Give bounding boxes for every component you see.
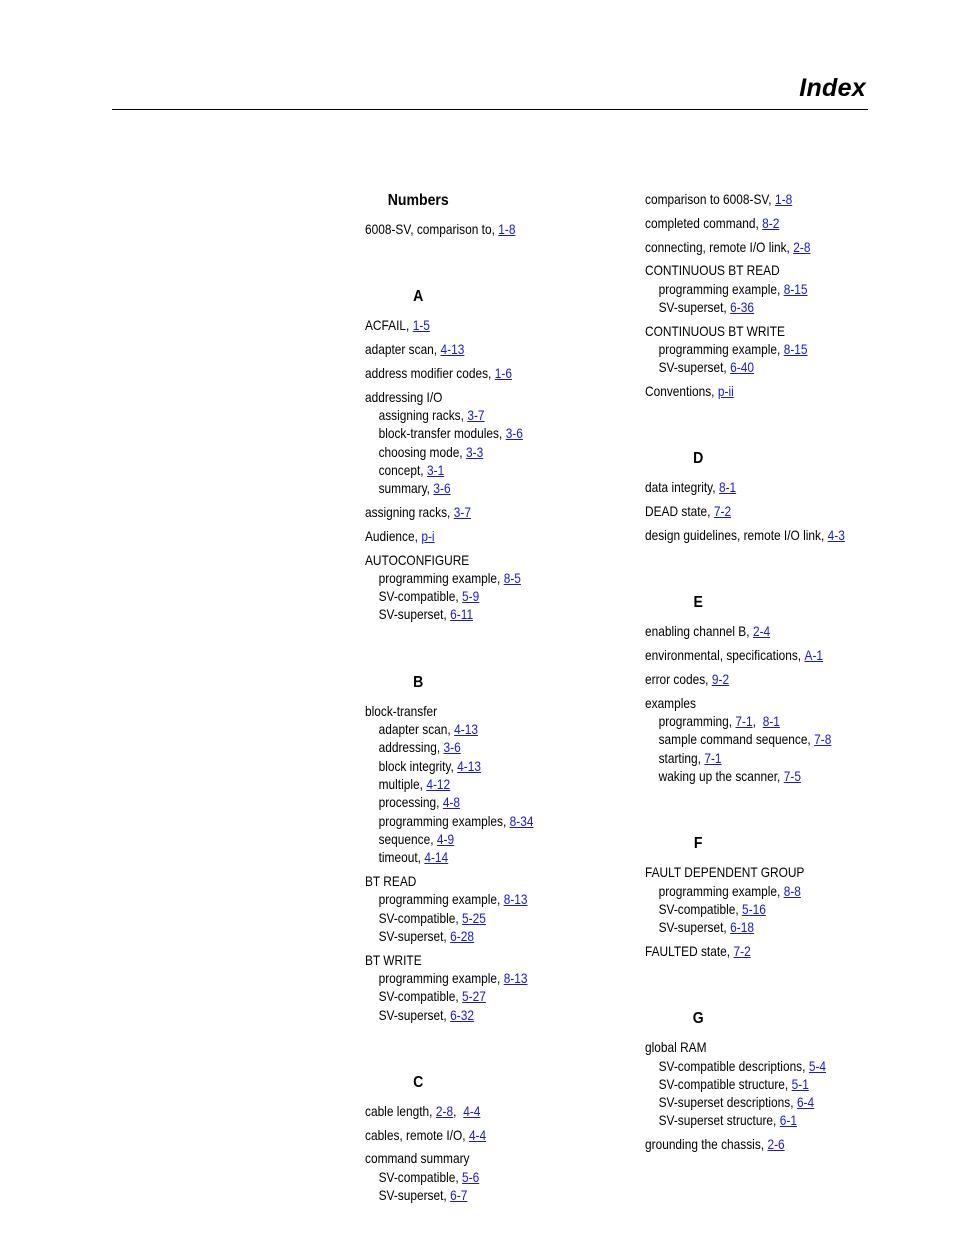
page-link[interactable]: 2-8 [435, 1102, 454, 1119]
index-entry-group [645, 863, 905, 936]
index-entry [365, 951, 586, 969]
entry-text: SV-superset, [378, 1186, 447, 1203]
entry-text: CONTINUOUS BT READ [645, 262, 780, 279]
entry-text: programming example, [378, 969, 501, 986]
page-link[interactable]: 8-8 [783, 882, 801, 899]
index-entry [645, 382, 866, 400]
page-link[interactable]: 5-1 [791, 1075, 809, 1092]
page-link[interactable]: 5-6 [462, 1168, 480, 1185]
index-entry-group [365, 951, 625, 1024]
page-link[interactable]: 4-8 [442, 794, 461, 811]
index-entry-group [645, 478, 905, 496]
entry-text: waking up the scanner, [658, 767, 781, 784]
entry-text: connecting, remote I/O link, [645, 238, 790, 255]
page-link[interactable]: 8-34 [509, 812, 534, 829]
page-link[interactable]: 5-16 [742, 900, 766, 917]
entry-text: SV-superset, [378, 606, 447, 623]
index-entry [365, 1149, 586, 1167]
entry-text: programming example, [658, 280, 781, 297]
index-entry-group [645, 694, 905, 785]
index-entry-group [645, 622, 905, 640]
entry-text: SV-compatible, [658, 900, 739, 917]
page-link[interactable]: 1-5 [412, 317, 430, 334]
index-subentry [645, 749, 866, 767]
page-link[interactable]: 7-5 [783, 767, 801, 784]
index-subentry [365, 890, 586, 908]
page-link[interactable]: 4-13 [457, 757, 482, 774]
index-entry [645, 942, 866, 960]
index-entry-group [365, 551, 625, 624]
page-link[interactable]: 2-6 [767, 1136, 785, 1153]
index-section [365, 190, 625, 238]
index-entry-group [365, 1126, 625, 1144]
entry-text: address modifier codes, [365, 364, 492, 381]
index-entry [365, 551, 586, 569]
index-subentry [365, 848, 586, 866]
entry-text: sequence, [378, 830, 434, 847]
index-entry [645, 190, 866, 208]
index-subentry [365, 1006, 586, 1024]
page-link[interactable]: 6-7 [450, 1186, 468, 1203]
index-entry-group [645, 942, 905, 960]
entry-text: SV-compatible, [378, 1168, 459, 1185]
index-entry [645, 478, 866, 496]
index-section [365, 1072, 625, 1204]
index-entry [645, 646, 866, 664]
entry-text: DEAD state, [645, 503, 711, 520]
header-rule [112, 109, 868, 110]
index-subentry [365, 587, 586, 605]
entry-text: SV-superset, [378, 1006, 447, 1023]
page-link[interactable]: 4-4 [463, 1102, 481, 1119]
index-entry [365, 527, 586, 545]
page-link[interactable]: p-i [421, 527, 435, 544]
entry-text: multiple, [378, 775, 423, 792]
page-link[interactable]: p-ii [717, 383, 734, 400]
index-subentry [365, 909, 586, 927]
index-entry-group [645, 502, 905, 520]
index-subentry [365, 987, 586, 1005]
page-link[interactable]: 3-6 [505, 425, 523, 442]
entry-text: summary, [378, 480, 430, 497]
index-subentry [365, 406, 586, 424]
page-link[interactable]: 4-4 [468, 1126, 487, 1143]
page-link[interactable]: 6-40 [730, 359, 754, 376]
index-subentry [365, 927, 586, 945]
index-entry-group [365, 1102, 625, 1120]
page-link[interactable]: 4-13 [440, 341, 465, 358]
entry-text: sample command sequence, [658, 731, 811, 748]
section-heading: A [413, 288, 424, 306]
entry-text: FAULT DEPENDENT GROUP [645, 864, 805, 881]
index-subentry [365, 479, 586, 497]
page-link[interactable]: A-1 [804, 647, 824, 664]
index-entry [645, 670, 866, 688]
page-link[interactable]: 6-11 [450, 606, 474, 623]
index-entry-group [645, 526, 905, 544]
page-link[interactable]: 6-18 [730, 919, 754, 936]
entry-text: timeout, [378, 849, 421, 866]
entry-text: enabling channel B, [645, 623, 750, 640]
section-heading: C [413, 1073, 424, 1091]
index-subentry [365, 793, 586, 811]
index-subentry [365, 443, 586, 461]
index-subentry [365, 738, 586, 756]
index-entry-group [365, 872, 625, 945]
section-heading: E [693, 594, 703, 612]
index-subentry [645, 900, 866, 918]
entry-text: programming examples, [378, 812, 507, 829]
index-subentry [365, 757, 586, 775]
page-link[interactable]: 7-1 [704, 749, 722, 766]
entry-text: starting, [658, 749, 701, 766]
entry-text: CONTINUOUS BT WRITE [645, 322, 785, 339]
page-link[interactable]: 5-4 [808, 1057, 827, 1074]
index-entry [365, 364, 586, 382]
index-subentry [645, 712, 866, 730]
page-link[interactable]: 1-8 [774, 191, 793, 207]
entry-text: adapter scan, [365, 341, 438, 358]
index-entry-group [645, 646, 905, 664]
entry-text: addressing I/O [365, 388, 443, 405]
entry-text: SV-superset structure, [658, 1112, 777, 1129]
index-subentry [645, 1075, 866, 1093]
index-entry-group [365, 220, 625, 238]
entry-text: examples [645, 694, 696, 711]
index-entry [365, 220, 586, 238]
entry-text: ACFAIL, [365, 317, 410, 334]
page-link[interactable]: 7-2 [713, 503, 732, 520]
page-link[interactable]: 6-1 [779, 1112, 797, 1129]
page-link[interactable]: 8-13 [503, 891, 528, 908]
entry-text: block-transfer modules, [378, 425, 503, 442]
page-link[interactable]: 5-27 [462, 988, 486, 1005]
page-separator: , [453, 1102, 457, 1119]
index-entry [365, 702, 586, 720]
index-entry-group [645, 382, 905, 400]
index-subentry [645, 1057, 866, 1075]
entry-text: global RAM [645, 1039, 707, 1056]
entry-text: addressing, [378, 739, 441, 756]
index-entry-group [365, 340, 625, 358]
section-heading: D [693, 450, 704, 468]
index-entry-group [365, 1149, 625, 1204]
index-entry-group [365, 364, 625, 382]
entry-text: adapter scan, [378, 721, 451, 738]
entry-text: block integrity, [378, 757, 454, 774]
index-entry [645, 526, 866, 544]
index-entry [645, 622, 866, 640]
index-subentry [365, 424, 586, 442]
entry-text: command summary [365, 1150, 470, 1167]
entry-text: SV-superset descriptions, [658, 1094, 794, 1111]
page-link[interactable]: 6-32 [450, 1006, 474, 1023]
page-link[interactable]: 7-8 [814, 731, 832, 748]
entry-text: design guidelines, remote I/O link, [645, 527, 825, 544]
page-link[interactable]: 8-13 [503, 969, 528, 986]
page-link[interactable]: 4-3 [827, 527, 845, 544]
entry-text: programming, [658, 713, 733, 730]
index-section [645, 1008, 905, 1153]
entry-text: cable length, [365, 1102, 433, 1119]
entry-text: SV-superset, [658, 359, 727, 376]
index-entry [365, 1102, 586, 1120]
index-entry [365, 340, 586, 358]
entry-text: SV-compatible structure, [658, 1075, 789, 1092]
index-entry [365, 316, 586, 334]
index-subentry [645, 298, 866, 316]
entry-text: data integrity, [645, 479, 716, 496]
entry-text: SV-superset, [658, 298, 727, 315]
index-entry-group [645, 238, 905, 256]
section-heading: G [692, 1010, 704, 1028]
index-entry [645, 261, 866, 279]
entry-text: 6008-SV, comparison to, [365, 221, 495, 237]
index-subentry [645, 280, 866, 298]
index-entry-group [645, 214, 905, 232]
index-entry [645, 863, 866, 881]
entry-text: SV-compatible, [378, 988, 459, 1005]
page-link[interactable]: 6-28 [450, 927, 474, 944]
page-title: Index [799, 74, 866, 102]
page-link[interactable]: 3-1 [426, 461, 445, 478]
index-entry-group [365, 527, 625, 545]
entry-text: completed command, [645, 214, 759, 231]
index-section [645, 448, 905, 544]
index-column-left [365, 190, 625, 1252]
page-link[interactable]: 7-1 [735, 713, 753, 730]
index-entry-group [645, 261, 905, 316]
index-entry-group [645, 322, 905, 377]
page-link[interactable]: 2-4 [752, 623, 771, 640]
entry-text: SV-superset, [378, 927, 447, 944]
page-link[interactable]: 8-1 [718, 479, 737, 496]
entry-text: programming example, [658, 341, 781, 358]
page-link[interactable]: 3-7 [467, 406, 485, 423]
entry-text: error codes, [645, 670, 709, 687]
index-entry-group [365, 702, 625, 867]
index-entry-group [645, 670, 905, 688]
index-subentry [365, 461, 586, 479]
entry-text: Conventions, [645, 383, 715, 400]
entry-text: assigning racks, [365, 503, 451, 520]
index-section [645, 833, 905, 960]
index-subentry [365, 1186, 586, 1204]
page-link[interactable]: 8-2 [762, 214, 780, 231]
index-subentry [365, 812, 586, 830]
index-subentry [645, 358, 866, 376]
index-entry [365, 1126, 586, 1144]
entry-text: programming example, [378, 569, 501, 586]
page-link[interactable]: 9-2 [711, 670, 730, 687]
index-entry [365, 503, 586, 521]
index-section [365, 672, 625, 1024]
page-link[interactable]: 3-6 [443, 739, 461, 756]
entry-text: Audience, [365, 527, 418, 544]
index-subentry [365, 1168, 586, 1186]
entry-text: choosing mode, [378, 443, 463, 460]
index-entry [365, 872, 586, 890]
entry-text: SV-compatible descriptions, [658, 1057, 806, 1074]
index-entry [645, 214, 866, 232]
index-column-right [645, 190, 905, 1202]
entry-text: SV-compatible, [378, 909, 459, 926]
page-link[interactable]: 6-36 [730, 298, 754, 315]
page-link[interactable]: 6-4 [796, 1094, 815, 1111]
entry-text: environmental, specifications, [645, 647, 802, 664]
index-entry-group [365, 316, 625, 334]
entry-text: BT READ [365, 872, 417, 889]
page-link[interactable]: 3-7 [453, 503, 471, 520]
page-link[interactable]: 1-8 [498, 221, 516, 237]
section-heading: B [413, 673, 424, 691]
index-entry [645, 694, 866, 712]
entry-text: comparison to 6008-SV, [645, 191, 772, 207]
entry-text: assigning racks, [378, 406, 464, 423]
page-link[interactable]: 7-2 [733, 942, 751, 959]
entry-text: AUTOCONFIGURE [365, 551, 470, 568]
entry-text: programming example, [378, 891, 501, 908]
index-subentry [365, 569, 586, 587]
entry-text: block-transfer [365, 702, 438, 719]
page-link[interactable]: 8-5 [503, 569, 521, 586]
index-entry [645, 322, 866, 340]
index-entry [645, 1135, 866, 1153]
section-heading: F [693, 835, 703, 853]
index-subentry [645, 1111, 866, 1129]
index-entry-group [645, 1135, 905, 1153]
entry-text: cables, remote I/O, [365, 1126, 466, 1143]
index-subentry [645, 882, 866, 900]
index-subentry [645, 730, 866, 748]
index-entry-group [365, 388, 625, 498]
index-entry-group [645, 1038, 905, 1129]
index-subentry [645, 767, 866, 785]
page-separator: , [752, 713, 756, 730]
page-link[interactable]: 1-6 [494, 364, 512, 381]
index-entry [365, 388, 586, 406]
index-subentry [365, 830, 586, 848]
index-entry-group [365, 503, 625, 521]
entry-text: concept, [378, 461, 424, 478]
index-subentry [365, 720, 586, 738]
entry-text: SV-superset, [658, 919, 727, 936]
entry-text: BT WRITE [365, 951, 422, 968]
page-link[interactable]: 2-8 [793, 238, 811, 255]
page-link[interactable]: 3-3 [466, 443, 484, 460]
index-section [645, 190, 905, 400]
page-link[interactable]: 4-13 [454, 721, 478, 738]
page-link[interactable]: 8-15 [783, 280, 808, 297]
index-entry [645, 1038, 866, 1056]
index-subentry [365, 775, 586, 793]
section-heading: Numbers [387, 192, 449, 209]
index-section [365, 286, 625, 623]
entry-text: processing, [378, 794, 440, 811]
entry-text: FAULTED state, [645, 942, 731, 959]
index-entry [645, 502, 866, 520]
page-link[interactable]: 8-1 [762, 713, 780, 730]
entry-text: programming example, [658, 882, 781, 899]
index-subentry [645, 918, 866, 936]
page-link[interactable]: 8-15 [783, 341, 808, 358]
index-subentry [365, 969, 586, 987]
index-section [645, 592, 905, 785]
page-link[interactable]: 3-6 [433, 480, 451, 497]
entry-text: SV-compatible, [378, 588, 459, 605]
index-subentry [645, 340, 866, 358]
page-link[interactable]: 4-12 [426, 775, 451, 792]
index-subentry [365, 605, 586, 623]
page-link[interactable]: 4-9 [436, 830, 455, 847]
page-link[interactable]: 4-14 [424, 849, 449, 866]
page-link[interactable]: 5-25 [462, 909, 486, 926]
index-entry [645, 238, 866, 256]
index-subentry [645, 1093, 866, 1111]
index-entry-group [645, 190, 905, 208]
entry-text: grounding the chassis, [645, 1136, 765, 1153]
page-link[interactable]: 5-9 [462, 588, 480, 605]
